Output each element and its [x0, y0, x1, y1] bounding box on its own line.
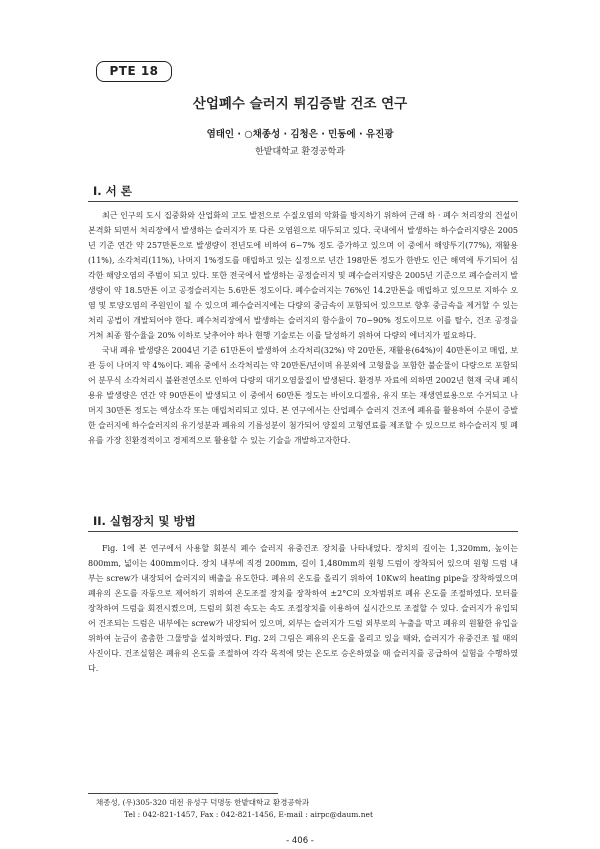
section-divider — [88, 201, 518, 202]
author-list: 염태인 · ○채종성 · 김청은 · 민동에 · 유진광 — [206, 129, 394, 140]
methods-body — [88, 541, 518, 676]
session-code-badge: PTE 18 — [96, 61, 172, 82]
section-divider — [88, 531, 518, 532]
footnote-address: 채종성, (우)305-320 대전 유성구 덕명동 한밭대학교 환경공학과 — [96, 798, 310, 807]
paragraph: Fig. 1에 본 연구에서 사용할 회분식 폐수 슬러지 유중건조 장치를 나타내었다. 장치의 길이는 1,320mm, 높이는 800mm, 넓이는 400mm이다. 장치 내부에 직경 200mm, 길이 1,480mm의 원형 드럼이 장착되어 있으며 원형 드럼 내부는 screw가 내장되어 슬러지의 배출을 유도한다. 폐유의 온도를 올리기 위하여 10Kw의 heating pipe을 장착하였으며 폐유의 온도를 자동으로 제어하기 위하여 온도조절 장치를 장착하여 ±2°C의 오차범위로 폐유 온도를 조절하였다. 모터를 장착하여 드럼을 회전시켰으며, 드럼의 회전 속도는 속도 조절장치를 이용하여 실시간으로 조절할 수 있다. 슬러지가 유입되어 건조되는 드럼은 내부에는 screw가 내장되어 있으며, 외부는 슬러지가 드럼 외부로의 누출을 막고 폐유의 원활한 유입을 위하여 눈금이 촘촘한 그물망을 설치하였다. Fig. 2의 그림은 폐유의 온도를 올리고 있을 때와, 슬러지가 유중건조 될 때의 사진이다. 건조실험은 폐유의 온도를 조절하여 각각 목적에 맞는 온도로 승온하였을 때 슬러지를 공급하여 실험을 수행하였다. — [88, 544, 518, 673]
paragraph: 국내 폐유 발생량은 2004년 기준 61만톤이 발생하여 소각처리(32%) 약 20만톤, 재활용(64%)이 40만톤이고 매립, 보관 등이 나머지 약 4%이다. 폐유 중에서 소각처리는 약 20만톤/년이며 유분외에 고형물을 포함한 불순물이 다량으로 포함되어 분무식 소각처리시 불완전연소로 인하여 다량의 대기오염물질이 발생된다. 환경부 자료에 의하면 2002년 현재 국내 폐식용유 발생량은 연간 약 90만톤이 발생되고 이 중에서 60만톤 정도는 바이오디젤유, 유지 또는 재생연료용으로 수거되고 나머지 30만톤 정도는 액상소각 또는 매립처리되고 있다. 본 연구에서는 산업폐수 슬러지 건조에 폐유를 활용하여 수분이 증발한 슬러지에 하수슬러지의 유기성분과 폐유의 기름성분이 첨가되어 양질의 고형연료를 제조할 수 있으므로 하수슬러지 및 폐유를 가장 친환경적이고 경제적으로 활용할 수 있는 기술을 개발하고자한다. — [88, 346, 518, 445]
introduction-body — [88, 208, 518, 448]
footnote-contact: Tel : 042-821-1457, Fax : 042-821-1456, E-mail : airpc@daum.net — [124, 810, 374, 819]
affiliation: 한밭대학교 환경공학과 — [255, 147, 345, 157]
paragraph: 최근 인구의 도시 집중화와 산업화의 고도 발전으로 수질오염의 악화를 방지하기 위하여 근래 하 · 폐수 처리장의 건설이 본격화 되면서 처리장에서 발생하는 슬러지가 또 다른 오염원으로 대두되고 있다. 국내에서 발생하는 하수슬러지량은 2005년 기준 연간 약 257만톤으로 발생량이 전년도에 비하여 6~7% 정도 증가하고 있으며 이 중에서 해양투기(77%), 재활용(11%), 소각처리(11%), 나머지 1%정도를 매립하고 있는 실정으로 년간 198만톤 정도가 한반도 인근 해역에 투기되어 심각한 해양오염의 주범이 되고 있다. 또한 전국에서 발생하는 공정슬러지 및 폐수슬러지량은 2005년 기준으로 폐수슬러지 발생량이 약 18.5만톤 이고 공정슬러지는 5.6만톤 정도이다. 폐수슬러지는 76%인 14.2만톤을 매립하고 있으므로 지하수 오염 및 토양오염의 주원인이 될 수 있으며 폐수슬러지에는 다량의 중금속이 포함되어 있으므로 향후 중금속을 제거할 수 있는 처리 공법이 개발되어야 한다. 폐수처리장에서 발생하는 슬러지의 함수율이 70~90% 정도이므로 이를 탈수, 건조 공정을 거쳐 최종 함수율을 20% 이하로 낮추어야 하나 현행 기술로는 이를 달성하기 위하여 다량의 에너지가 필요하다. — [88, 211, 518, 340]
paper-title: 산업폐수 슬러지 튀김증발 건조 연구 — [192, 96, 408, 112]
section-heading-introduction: I. 서 론 — [93, 184, 132, 198]
page-number: - 406 - — [286, 836, 314, 846]
footnote-divider — [88, 793, 278, 794]
section-heading-methods: II. 실험장치 및 방법 — [93, 514, 196, 528]
